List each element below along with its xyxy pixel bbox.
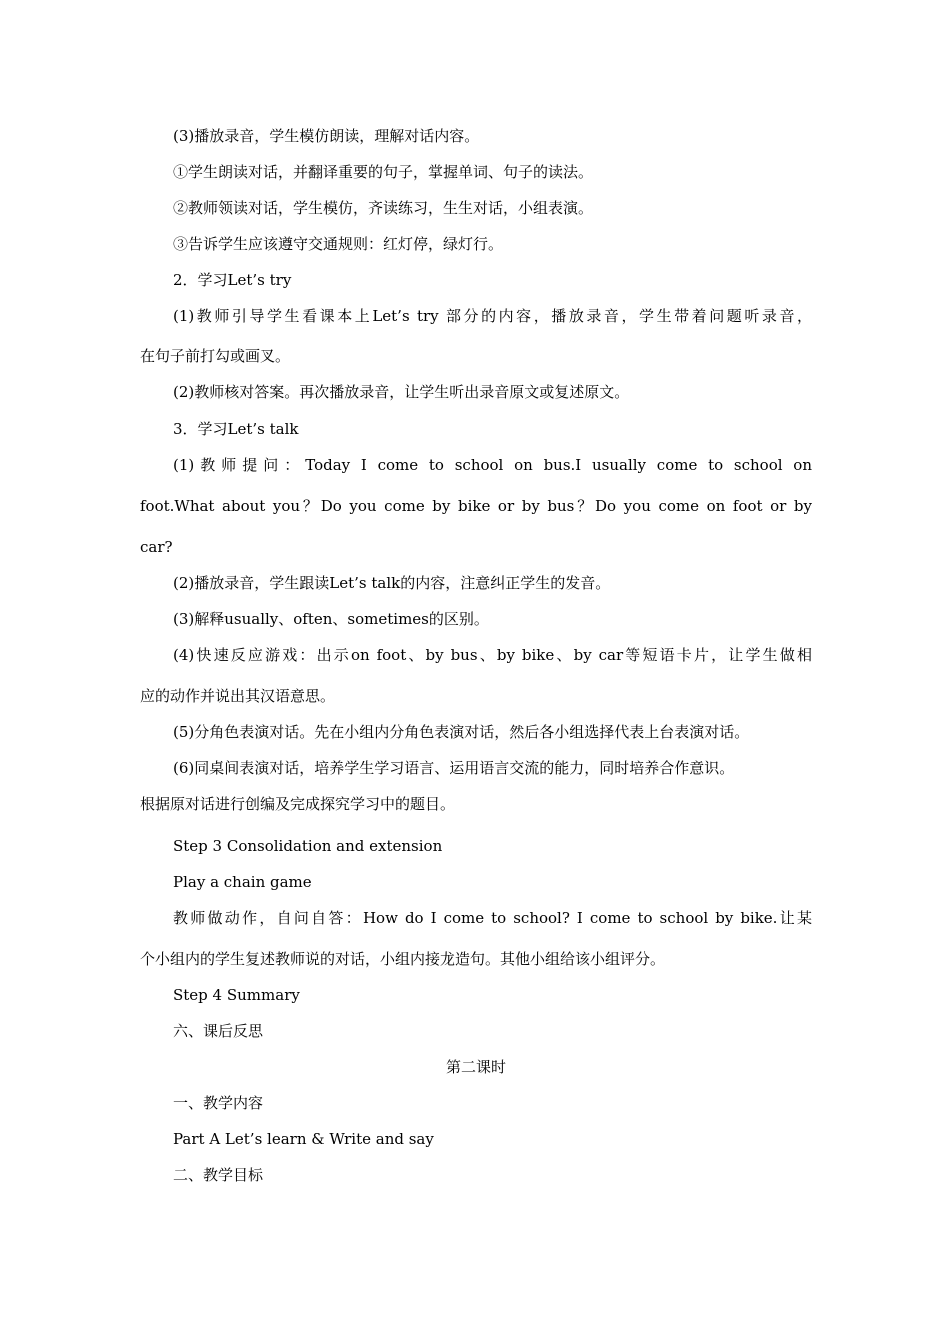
step-heading: Step 3 Consolidation and extension [173, 837, 443, 855]
section-heading: 二、教学目标 [173, 1166, 264, 1184]
section-heading: 2．学习Let’s try [173, 271, 292, 289]
paragraph-line: Play a chain game [173, 873, 312, 891]
paragraph-line: 个小组内的学生复述教师说的对话，小组内接龙造句。其他小组给该小组评分。 [140, 950, 666, 968]
paragraph-line: (2)教师核对答案。再次播放录音，让学生听出录音原文或复述原文。 [173, 383, 630, 401]
paragraph-line: (1)教师引导学生看课本上Let’s try 部分的内容，播放录音，学生带着问题听录音， [173, 307, 812, 325]
paragraph-line: 教师做动作，自问自答：How do I come to school? I come to school by bike.让某 [173, 909, 812, 927]
paragraph-line: (3)播放录音，学生模仿朗读，理解对话内容。 [173, 127, 480, 145]
lesson-title: 第二课时 [445, 1058, 506, 1076]
paragraph-line: (1)教师提问：Today I come to school on bus.I usually come to school on [173, 456, 812, 474]
paragraph-line: (2)播放录音，学生跟读Let’s talk的内容，注意纠正学生的发音。 [173, 574, 611, 592]
paragraph-line: (5)分角色表演对话。先在小组内分角色表演对话，然后各小组选择代表上台表演对话。 [173, 723, 750, 741]
paragraph-line: 根据原对话进行创编及完成探究学习中的题目。 [140, 795, 456, 813]
paragraph-line: 应的动作并说出其汉语意思。 [140, 687, 336, 705]
section-heading: 一、教学内容 [173, 1094, 264, 1112]
paragraph-line: ③告诉学生应该遵守交通规则：红灯停，绿灯行。 [173, 235, 504, 253]
section-heading: 3．学习Let’s talk [173, 420, 299, 438]
paragraph-line: car? [140, 538, 173, 556]
paragraph-line: (6)同桌间表演对话，培养学生学习语言、运用语言交流的能力，同时培养合作意识。 [173, 759, 735, 777]
paragraph-line: ②教师领读对话，学生模仿，齐读练习，生生对话，小组表演。 [173, 199, 594, 217]
paragraph-line: 在句子前打勾或画叉。 [140, 347, 291, 365]
paragraph-line: ①学生朗读对话，并翻译重要的句子，掌握单词、句子的读法。 [173, 163, 594, 181]
paragraph-line: foot.What about you？Do you come by bike or by bus？Do you come on foot or by [140, 497, 812, 515]
step-heading: Step 4 Summary [173, 986, 300, 1004]
section-heading: 六、课后反思 [173, 1022, 264, 1040]
paragraph-line: (3)解释usually、often、sometimes的区别。 [173, 610, 489, 628]
paragraph-line: (4)快速反应游戏：出示on foot、by bus、by bike、by car等短语卡片，让学生做相 [173, 646, 812, 664]
paragraph-line: Part A Let’s learn & Write and say [173, 1130, 434, 1148]
